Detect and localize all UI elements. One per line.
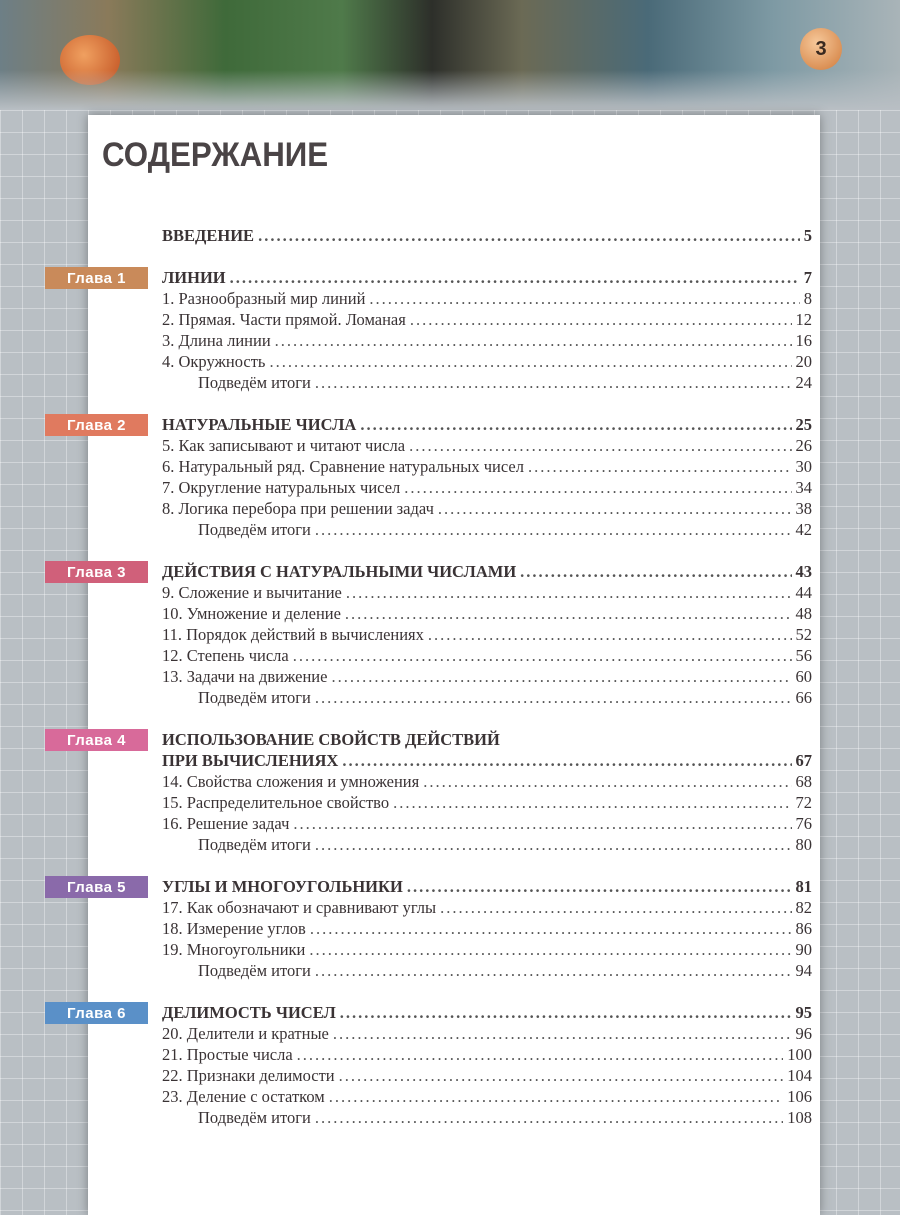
- dot-leader: [423, 771, 791, 792]
- entry-page: 80: [795, 835, 812, 854]
- entry-title: 13. Задачи на движение: [162, 667, 328, 686]
- entry-page: 90: [795, 940, 812, 959]
- toc-entry[interactable]: [198, 519, 812, 540]
- toc-entry[interactable]: [162, 939, 812, 960]
- toc-entry[interactable]: [162, 918, 812, 939]
- table-of-contents: [0, 225, 900, 1149]
- entry-title: 7. Округление натуральных чисел: [162, 478, 401, 497]
- entry-page: 72: [795, 793, 812, 812]
- toc-entry[interactable]: [162, 456, 812, 477]
- entry-page: 67: [795, 751, 812, 770]
- dot-leader: [438, 498, 792, 519]
- dot-leader: [315, 960, 792, 981]
- dot-leader: [309, 939, 791, 960]
- toc-entry[interactable]: [162, 1023, 812, 1044]
- toc-entry[interactable]: [162, 477, 812, 498]
- toc-entry[interactable]: [162, 225, 812, 246]
- chapter-label-badge: Глава 4: [45, 729, 148, 751]
- entry-page: 24: [795, 373, 812, 392]
- entry-title: 1. Разнообразный мир линий: [162, 289, 366, 308]
- entry-page: 82: [795, 898, 812, 917]
- dot-leader: [275, 330, 792, 351]
- toc-entry[interactable]: [162, 624, 812, 645]
- entry-title: Подведём итоги: [198, 373, 311, 392]
- toc-entry[interactable]: [162, 1002, 812, 1023]
- entry-title: УГЛЫ И МНОГОУГОЛЬНИКИ: [162, 877, 403, 896]
- entry-title: 10. Умножение и деление: [162, 604, 341, 623]
- dot-leader: [520, 561, 791, 582]
- toc-entry[interactable]: [162, 1044, 812, 1065]
- dot-leader: [407, 876, 792, 897]
- page-number-badge: 3: [800, 28, 842, 70]
- toc-entry[interactable]: [162, 309, 812, 330]
- dot-leader: [342, 750, 791, 771]
- toc-entry[interactable]: [198, 834, 812, 855]
- dot-leader: [315, 519, 792, 540]
- dot-leader: [315, 834, 792, 855]
- entry-title: 11. Порядок действий в вычислениях: [162, 625, 424, 644]
- dot-leader: [440, 897, 791, 918]
- toc-entry[interactable]: [162, 267, 812, 288]
- dot-leader: [293, 813, 791, 834]
- toc-entry[interactable]: [162, 876, 812, 897]
- toc-entry[interactable]: [162, 645, 812, 666]
- page-title: СОДЕРЖАНИЕ: [102, 136, 329, 174]
- entry-title: 6. Натуральный ряд. Сравнение натуральных чисел: [162, 457, 524, 476]
- dot-leader: [329, 1086, 784, 1107]
- entry-page: 48: [795, 604, 812, 623]
- entry-title: ДЕЛИМОСТЬ ЧИСЕЛ: [162, 1003, 336, 1022]
- dot-leader: [409, 435, 791, 456]
- chapter-1: [0, 267, 900, 393]
- entry-page: 81: [795, 877, 812, 896]
- toc-entry[interactable]: [162, 813, 812, 834]
- dot-leader: [340, 1002, 792, 1023]
- dot-leader: [369, 288, 799, 309]
- entry-page: 38: [795, 499, 812, 518]
- chapter-5: [0, 876, 900, 981]
- entry-title: Подведём итоги: [198, 520, 311, 539]
- entry-title: Подведём итоги: [198, 961, 311, 980]
- entry-title: 17. Как обозначают и сравнивают углы: [162, 898, 437, 917]
- entry-title: ДЕЙСТВИЯ С НАТУРАЛЬНЫМИ ЧИСЛАМИ: [162, 562, 517, 581]
- header-banner-image: [0, 0, 900, 110]
- entry-page: 26: [795, 436, 812, 455]
- entry-page: 30: [795, 457, 812, 476]
- dot-leader: [345, 603, 792, 624]
- dot-leader: [331, 666, 791, 687]
- entry-page: 52: [795, 625, 812, 644]
- dot-leader: [410, 309, 792, 330]
- dot-leader: [293, 645, 792, 666]
- dot-leader: [315, 1107, 783, 1128]
- toc-entry[interactable]: [162, 435, 812, 456]
- entry-title: 22. Признаки делимости: [162, 1066, 335, 1085]
- dot-leader: [297, 1044, 784, 1065]
- entry-title: Подведём итоги: [198, 835, 311, 854]
- toc-entry[interactable]: [162, 351, 812, 372]
- entry-title: Подведём итоги: [198, 688, 311, 707]
- entry-title: 3. Длина линии: [162, 331, 271, 350]
- entry-title: 4. Окружность: [162, 352, 266, 371]
- entry-title: 19. Многоугольники: [162, 940, 306, 959]
- entry-title: 21. Простые числа: [162, 1045, 293, 1064]
- dot-leader: [428, 624, 792, 645]
- entry-page: 43: [795, 562, 812, 581]
- dot-leader: [339, 1065, 784, 1086]
- chapter-label-badge: Глава 1: [45, 267, 148, 289]
- chapter-label-badge: Глава 3: [45, 561, 148, 583]
- toc-intro: [0, 225, 900, 246]
- entry-page: 86: [795, 919, 812, 938]
- decorative-orb: [60, 35, 120, 85]
- toc-entry[interactable]: [162, 1065, 812, 1086]
- toc-entry[interactable]: [162, 330, 812, 351]
- entry-title: 12. Степень числа: [162, 646, 289, 665]
- entry-page: 76: [795, 814, 812, 833]
- entry-page: 66: [795, 688, 812, 707]
- entry-title: ЛИНИИ: [162, 268, 226, 287]
- entry-page: 95: [795, 1003, 812, 1022]
- entry-title: 2. Прямая. Части прямой. Ломаная: [162, 310, 406, 329]
- dot-leader: [315, 687, 792, 708]
- toc-entry[interactable]: [162, 771, 812, 792]
- entry-page: 108: [787, 1108, 812, 1127]
- entry-title: ИСПОЛЬЗОВАНИЕ СВОЙСТВ ДЕЙСТВИЙ: [162, 730, 500, 749]
- toc-entry[interactable]: [162, 582, 812, 603]
- toc-entry[interactable]: [162, 666, 812, 687]
- toc-entry[interactable]: [198, 960, 812, 981]
- dot-leader: [393, 792, 791, 813]
- chapter-6: [0, 1002, 900, 1128]
- toc-entry[interactable]: [198, 687, 812, 708]
- toc-entry[interactable]: [162, 498, 812, 519]
- entry-title: НАТУРАЛЬНЫЕ ЧИСЛА: [162, 415, 357, 434]
- entry-title: ПРИ ВЫЧИСЛЕНИЯХ: [162, 751, 339, 770]
- dot-leader: [258, 225, 800, 246]
- entry-page: 60: [795, 667, 812, 686]
- entry-page: 94: [795, 961, 812, 980]
- entry-title: ВВЕДЕНИЕ: [162, 226, 255, 245]
- dot-leader: [310, 918, 792, 939]
- entry-page: 100: [787, 1045, 812, 1064]
- chapter-2: [0, 414, 900, 540]
- entry-page: 12: [795, 310, 812, 329]
- toc-entry[interactable]: [162, 792, 812, 813]
- dot-leader: [230, 267, 800, 288]
- dot-leader: [315, 372, 792, 393]
- toc-entry[interactable]: [162, 750, 812, 771]
- toc-entry[interactable]: [198, 1107, 812, 1128]
- entry-title: 15. Распределительное свойство: [162, 793, 390, 812]
- chapter-4: [0, 729, 900, 855]
- dot-leader: [404, 477, 791, 498]
- entry-title: 16. Решение задач: [162, 814, 290, 833]
- toc-entry[interactable]: [162, 561, 812, 582]
- chapter-3: [0, 561, 900, 708]
- dot-leader: [528, 456, 792, 477]
- entry-page: 42: [795, 520, 812, 539]
- dot-leader: [360, 414, 791, 435]
- entry-page: 7: [803, 268, 812, 287]
- dot-leader: [346, 582, 792, 603]
- entry-page: 34: [795, 478, 812, 497]
- chapter-label-badge: Глава 2: [45, 414, 148, 436]
- entry-page: 106: [787, 1087, 812, 1106]
- toc-entry[interactable]: [162, 288, 812, 309]
- entry-page: 8: [803, 289, 812, 308]
- entry-title: 20. Делители и кратные: [162, 1024, 329, 1043]
- entry-title: 8. Логика перебора при решении задач: [162, 499, 434, 518]
- entry-title: Подведём итоги: [198, 1108, 311, 1127]
- entry-page: 68: [795, 772, 812, 791]
- toc-entry[interactable]: [162, 897, 812, 918]
- entry-page: 20: [795, 352, 812, 371]
- entry-title: 23. Деление с остатком: [162, 1087, 325, 1106]
- entry-page: 25: [795, 415, 812, 434]
- toc-entry[interactable]: [162, 603, 812, 624]
- toc-entry[interactable]: [198, 372, 812, 393]
- dot-leader: [269, 351, 791, 372]
- dot-leader: [333, 1023, 792, 1044]
- toc-entry[interactable]: [162, 729, 812, 750]
- entry-page: 44: [795, 583, 812, 602]
- chapter-label-badge: Глава 6: [45, 1002, 148, 1024]
- entry-title: 5. Как записывают и читают числа: [162, 436, 406, 455]
- chapter-label-badge: Глава 5: [45, 876, 148, 898]
- entry-title: 9. Сложение и вычитание: [162, 583, 342, 602]
- toc-entry[interactable]: [162, 1086, 812, 1107]
- entry-page: 104: [787, 1066, 812, 1085]
- toc-entry[interactable]: [162, 414, 812, 435]
- entry-title: 18. Измерение углов: [162, 919, 306, 938]
- entry-title: 14. Свойства сложения и умножения: [162, 772, 420, 791]
- entry-page: 16: [795, 331, 812, 350]
- entry-page: 56: [795, 646, 812, 665]
- entry-page: 96: [795, 1024, 812, 1043]
- entry-page: 5: [803, 226, 812, 245]
